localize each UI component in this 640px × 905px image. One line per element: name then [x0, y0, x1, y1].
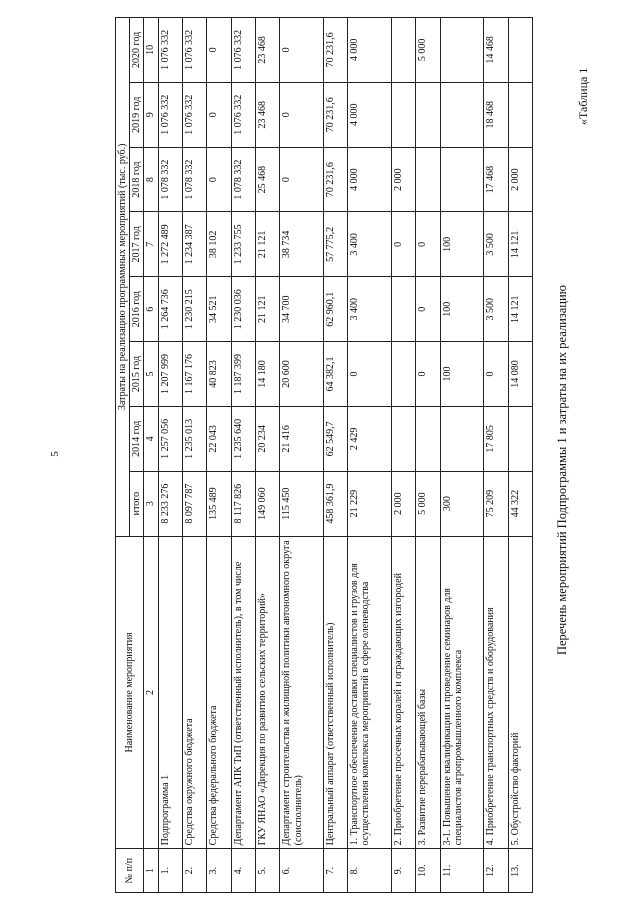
table-row — [440, 18, 484, 893]
year-cell: 62 549,7 — [323, 406, 347, 471]
year-cell: 1 235 640 — [231, 406, 255, 471]
year-cell: 0 — [348, 342, 392, 407]
year-cell: 21 416 — [280, 406, 324, 471]
year-cell: 0 — [484, 342, 508, 407]
year-cell: 1 167 176 — [182, 342, 206, 407]
year-cell: 14 180 — [256, 342, 280, 407]
year-cell — [440, 406, 484, 471]
measure-name: Подпрограмма 1 — [158, 536, 182, 849]
year-cell: 5 000 — [416, 18, 440, 83]
year-cell: 62 960,1 — [323, 277, 347, 342]
row-number: 12. — [484, 849, 508, 893]
header-year: 2020 год — [130, 18, 144, 83]
column-number: 8 — [144, 147, 158, 212]
year-cell: 0 — [416, 342, 440, 407]
table-body — [158, 18, 532, 893]
year-cell — [440, 82, 484, 147]
header-year: 2018 год — [130, 147, 144, 212]
year-cell: 1 235 013 — [182, 406, 206, 471]
year-cell: 0 — [207, 147, 231, 212]
total-cell: 149 060 — [256, 471, 280, 536]
year-cell: 100 — [440, 212, 484, 277]
year-cell: 1 076 332 — [158, 82, 182, 147]
year-cell: 34 700 — [280, 277, 324, 342]
header-name: Наименование мероприятия — [116, 536, 144, 849]
measure-name: Центральный аппарат (ответственный исполнитель) — [323, 536, 347, 849]
year-cell: 0 — [280, 82, 324, 147]
year-cell: 14 468 — [484, 18, 508, 83]
year-cell: 20 234 — [256, 406, 280, 471]
header-year: 2019 год — [130, 82, 144, 147]
year-cell — [508, 18, 532, 83]
row-number: 6. — [280, 849, 324, 893]
year-cell: 57 775,2 — [323, 212, 347, 277]
column-number: 1 — [144, 849, 158, 893]
header-number: № п/п — [116, 849, 144, 893]
table-row — [231, 18, 255, 893]
year-cell: 1 264 736 — [158, 277, 182, 342]
year-cell — [508, 406, 532, 471]
header-year: 2014 год — [130, 406, 144, 471]
total-cell: 5 000 — [416, 471, 440, 536]
total-cell: 458 361,9 — [323, 471, 347, 536]
measure-name: Департамент АПК ТиП (ответственный исполнитель), в том числе — [231, 536, 255, 849]
table-row — [508, 18, 532, 893]
year-cell: 0 — [416, 277, 440, 342]
year-cell: 70 231,6 — [323, 82, 347, 147]
year-cell: 1 207 999 — [158, 342, 182, 407]
measure-name: Средства окружного бюджета — [182, 536, 206, 849]
year-cell: 38 734 — [280, 212, 324, 277]
column-number: 3 — [144, 471, 158, 536]
year-cell: 22 043 — [207, 406, 231, 471]
year-cell: 17 468 — [484, 147, 508, 212]
header-year: 2015 год — [130, 342, 144, 407]
year-cell: 14 121 — [508, 277, 532, 342]
year-cell: 1 076 332 — [231, 82, 255, 147]
measure-name: Департамент строительства и жилищной политики автономного округа (соисполнитель) — [280, 536, 324, 849]
table-row — [323, 18, 347, 893]
year-cell: 1 076 332 — [231, 18, 255, 83]
year-cell: 0 — [416, 212, 440, 277]
measure-name: Средства федерального бюджета — [207, 536, 231, 849]
row-number: 11. — [440, 849, 484, 893]
year-cell: 3 400 — [348, 277, 392, 342]
measure-name: 2. Приобретение просечных коралей и ограждающих изгородей — [391, 536, 415, 849]
total-cell: 115 450 — [280, 471, 324, 536]
column-number: 6 — [144, 277, 158, 342]
year-cell: 1 076 332 — [158, 18, 182, 83]
year-cell — [416, 82, 440, 147]
year-cell: 21 121 — [256, 212, 280, 277]
header-total: итого — [130, 471, 144, 536]
year-cell: 21 121 — [256, 277, 280, 342]
year-cell: 3 500 — [484, 277, 508, 342]
year-cell: 38 102 — [207, 212, 231, 277]
measures-table — [115, 17, 533, 893]
year-cell: 1 078 332 — [231, 147, 255, 212]
year-cell: 1 078 332 — [158, 147, 182, 212]
year-cell: 0 — [207, 82, 231, 147]
year-cell: 100 — [440, 342, 484, 407]
header-year: 2016 год — [130, 277, 144, 342]
year-cell: 0 — [391, 212, 415, 277]
year-cell: 4 000 — [348, 82, 392, 147]
column-number: 5 — [144, 342, 158, 407]
table-row — [280, 18, 324, 893]
year-cell: 1 230 215 — [182, 277, 206, 342]
table-row — [416, 18, 440, 893]
year-cell — [391, 406, 415, 471]
year-cell: 20 600 — [280, 342, 324, 407]
table-row — [484, 18, 508, 893]
year-cell: 0 — [280, 147, 324, 212]
year-cell: 1 230 036 — [231, 277, 255, 342]
total-cell: 2 000 — [391, 471, 415, 536]
year-cell: 23 468 — [256, 82, 280, 147]
column-number: 9 — [144, 82, 158, 147]
year-cell: 0 — [207, 18, 231, 83]
year-cell: 1 187 399 — [231, 342, 255, 407]
year-cell — [391, 342, 415, 407]
total-cell: 135 489 — [207, 471, 231, 536]
year-cell — [391, 18, 415, 83]
year-cell: 34 521 — [207, 277, 231, 342]
year-cell: 70 231,6 — [323, 18, 347, 83]
row-number: 10. — [416, 849, 440, 893]
row-number: 13. — [508, 849, 532, 893]
row-number: 2. — [182, 849, 206, 893]
header-year: 2017 год — [130, 212, 144, 277]
column-number: 4 — [144, 406, 158, 471]
column-number: 7 — [144, 212, 158, 277]
year-cell — [416, 406, 440, 471]
year-cell: 25 468 — [256, 147, 280, 212]
total-cell: 44 322 — [508, 471, 532, 536]
year-cell: 18 468 — [484, 82, 508, 147]
year-cell: 2 429 — [348, 406, 392, 471]
year-cell: 1 076 332 — [182, 18, 206, 83]
year-cell: 1 272 489 — [158, 212, 182, 277]
column-number: 2 — [144, 536, 158, 849]
year-cell — [416, 147, 440, 212]
table-row — [256, 18, 280, 893]
page-number: 5 — [48, 451, 61, 457]
row-number: 4. — [231, 849, 255, 893]
year-cell: 1 233 755 — [231, 212, 255, 277]
measure-name: 5. Обустройство факторий — [508, 536, 532, 849]
year-cell: 14 121 — [508, 212, 532, 277]
year-cell: 2 000 — [508, 147, 532, 212]
total-cell: 21 229 — [348, 471, 392, 536]
table-row — [391, 18, 415, 893]
year-cell: 40 823 — [207, 342, 231, 407]
row-number: 8. — [348, 849, 392, 893]
year-cell — [391, 82, 415, 147]
table-heading: Перечень мероприятий Подпрограммы 1 и затраты на их реализацию — [555, 284, 569, 656]
row-number: 5. — [256, 849, 280, 893]
table-row — [207, 18, 231, 893]
header-costs: Затраты на реализацию программных мероприятий (тыс. руб.) — [116, 18, 130, 537]
year-cell: 64 382,1 — [323, 342, 347, 407]
measure-name: 3-1. Повышение квалификации и проведение семинаров для специалистов агропромышленного комплекса — [440, 536, 484, 849]
year-cell — [440, 18, 484, 83]
measure-name: 3. Развитие перерабатывающей базы — [416, 536, 440, 849]
year-cell: 17 805 — [484, 406, 508, 471]
column-number: 10 — [144, 18, 158, 83]
row-number: 3. — [207, 849, 231, 893]
year-cell: 3 400 — [348, 212, 392, 277]
table-row — [158, 18, 182, 893]
row-number: 1. — [158, 849, 182, 893]
row-number: 7. — [323, 849, 347, 893]
year-cell — [508, 82, 532, 147]
year-cell: 14 080 — [508, 342, 532, 407]
year-cell: 23 468 — [256, 18, 280, 83]
table-row — [348, 18, 392, 893]
year-cell: 1 257 056 — [158, 406, 182, 471]
table-row — [182, 18, 206, 893]
year-cell: 70 231,6 — [323, 147, 347, 212]
total-cell: 8 097 787 — [182, 471, 206, 536]
year-cell: 4 000 — [348, 147, 392, 212]
measure-name: 1. Транспортное обеспечение доставки специалистов и грузов для осуществления комплекса мероприятий в сфере оленеводства — [348, 536, 392, 849]
year-cell: 1 076 332 — [182, 82, 206, 147]
total-cell: 8 117 826 — [231, 471, 255, 536]
year-cell: 3 500 — [484, 212, 508, 277]
table-caption: «Таблица 1 — [576, 67, 590, 125]
total-cell: 8 233 276 — [158, 471, 182, 536]
year-cell: 0 — [280, 18, 324, 83]
total-cell: 75 209 — [484, 471, 508, 536]
year-cell — [440, 147, 484, 212]
measure-name: 4. Приобретение транспортных средств и оборудования — [484, 536, 508, 849]
year-cell: 1 234 387 — [182, 212, 206, 277]
year-cell: 4 000 — [348, 18, 392, 83]
total-cell: 300 — [440, 471, 484, 536]
row-number: 9. — [391, 849, 415, 893]
year-cell: 100 — [440, 277, 484, 342]
year-cell — [391, 277, 415, 342]
year-cell: 1 078 332 — [182, 147, 206, 212]
year-cell: 2 000 — [391, 147, 415, 212]
measure-name: ГКУ ЯНАО «Дирекция по развитию сельских территорий» — [256, 536, 280, 849]
